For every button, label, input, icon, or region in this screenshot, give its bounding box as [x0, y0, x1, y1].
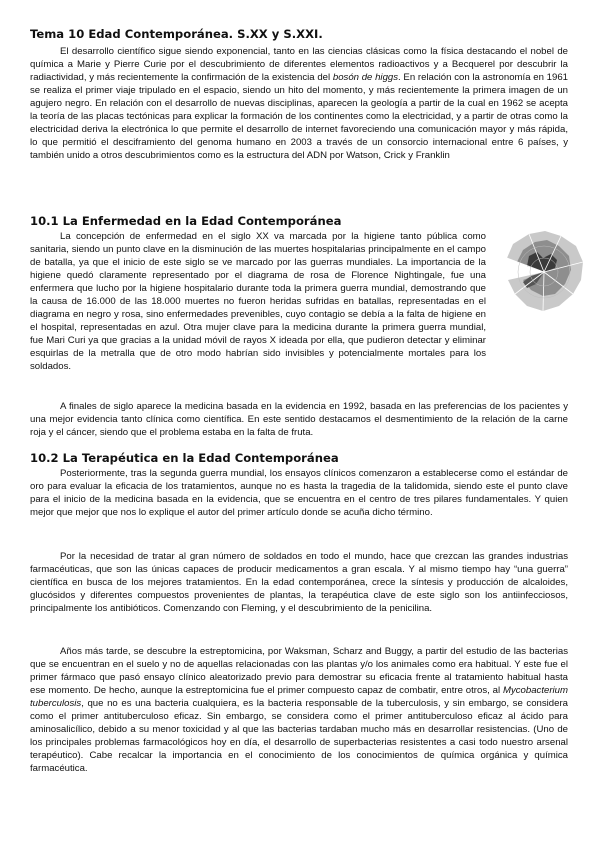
intro-italic-term: bosón de higgs [332, 72, 399, 84]
section-1-paragraph-2 [30, 400, 568, 439]
page-title: Tema 10 Edad Contemporánea. S.XX y S.XXI. [30, 27, 323, 41]
section-1-heading: 10.1 La Enfermedad en la Edad Contemporánea [30, 214, 342, 228]
rose-diagram [503, 228, 585, 314]
section-1-paragraph-2-text: A finales de siglo aparece la medicina basada en la evidencia en 1992, basada en las preferencias de los pacientes y una mejor evidencia tanto clínica como científica. En este sentido destacamos el desmentimiento de la relación de la carne roja y el cáncer, siendo que el problema estaba en la falta de fruta. [30, 401, 568, 439]
rose-diagram-figure [503, 228, 585, 314]
section-2-paragraph-1 [30, 467, 568, 519]
section-2-paragraph-1-text: Posteriormente, tras la segunda guerra mundial, los ensayos clínicos comenzaron a establecerse como el estándar de oro para evaluar la eficacia de los tratamientos, aunque no es hasta la tragedia de la talidomida, siendo este el punto clave para el inicio de la medicina basada en la evidencia, que se encuentra en el centro de tres pilares fundamentales. Y quien mejor que mejor que nos lo explique el autor del primer artículo donde se acuña dicho término. [30, 468, 568, 519]
section-2-heading: 10.2 La Terapéutica en la Edad Contemporánea [30, 451, 339, 465]
section-2-italic-term: Mycobacterium tuberculosis [30, 685, 568, 710]
section-2-paragraph-2 [30, 550, 568, 615]
section-2-paragraph-3-text-b: , que no es una bacteria cualquiera, es la bacteria responsable de la tuberculosis, y sin embargo, se considera como el primer antituberculoso eficaz. Sin embargo, se considera como el primer antituberculoso eficaz al ácido para aminosalicílico, debido a su menor toxicidad y al que las bacterias tardaban mucho más en desarrollar resistencias. (Uno de los principales problemas farmacológicos hoy en día, el desarrollo de superbacterias resistentes a casi todo nuestro arsenal terapéutico). Cabe recalcar la importancia en el conocimiento de los conocimientos de química orgánica y química farmacéutica. [30, 698, 568, 775]
intro-text-2: . En relación con la astronomía en 1961 se realiza el primer viaje tripulado en el espacio, siendo un hito del momento, y más recientemente la primera imagen de un agujero negro. En relación con el desarrollo de nuevas disciplinas, aparecen la geología a partir de la cual en 1962 se acepta la teoría de las placas tectónicas para explicar la formación de los continentes como la electricidad, y a partir de otras como la electricidad deriva la electrónica lo que permite el desarrollo de internet favoreciendo una comunicación mayor y más rápida, lo que permitió el desciframiento del genoma humano en 2003 a través de un consorcio internacional entre 6 países, y también unido a otros descubrimientos como es la estructura del ADN por Watson, Crick y Franklin [30, 72, 568, 162]
section-2-paragraph-3-text-a: Años más tarde, se descubre la estreptomicina, por Waksman, Scharz and Buggy, a partir del estudio de las bacterias que se encuentran en el suelo y no de aquellas relacionadas con las plantas y/o los animales como era habitual. Y este fue el primer fármaco que pasó ensayo clínico aleatorizado previo para demostrar su eficacia frente al tratamiento habitual hasta ese momento. De hecho, aunque la estreptomicina fue el primer compuesto capaz de combatir, entre otros, al [30, 646, 568, 697]
section-2-paragraph-3 [30, 645, 568, 775]
intro-text-1: El desarrollo científico sigue siendo exponencial, tanto en las ciencias clásicas como la física destacando el nobel de química a Marie y Pierre Curie por el descubrimiento de diferentes elementos radioactivos y a Becquerel por descubrir la radiactividad, y más recientemente la confirmación de la existencia del [30, 46, 568, 84]
section-2-paragraph-2-text: Por la necesidad de tratar al gran número de soldados en todo el mundo, hace que crezcan las grandes industrias farmacéuticas, que son las únicas capaces de producir medicamentos a gran escala. Y al mismo tiempo hay “una guerra” científica en busca de los mejores tratamientos. En la edad contemporánea, crece la síntesis y producción de alcaloides, glucósidos y diferentes compuestos provenientes de plantas, la terapéutica clave de este siglo son los antiinfecciosos, principalmente los antibióticos. Comenzando con Fleming, y el descubrimiento de la penicilina. [30, 551, 568, 615]
intro-paragraph [30, 45, 568, 162]
section-1-paragraph-1 [30, 230, 486, 374]
section-1-paragraph-1-text: La concepción de enfermedad en el siglo XX va marcada por la higiene tanto pública como sanitaria, siendo un punto clave en la disminución de las muertes hospitalarias principalmente en el campo de batalla, ya que el inicio de este siglo se ve marcado por las guerras mundiales. La importancia de la higiene quedó claramente representado por el diagrama de rosa de Florence Nightingale, fue una enfermera que lucho por la higiene hospitalario durante toda la primera guerra mundial, demostrando que la causa de 16.000 de las 18.000 muertes no fueron heridas sufridas en batallas, representadas en el diagrama en negro y rosa, sino enfermedades prevenibles, cuyo contagio se debía a la falta de higiene en el hospital, representadas en azul. Otra mujer clave para la medicina durante la primera guerra mundial, fue Mari Curi ya que gracias a la unidad móvil de rayos X ideada por ella, que pudieron detectar y eliminar esquirlas de la metralla que de otro modo habrían sido invisibles y potencialmente mortales para los soldados. [30, 231, 486, 373]
